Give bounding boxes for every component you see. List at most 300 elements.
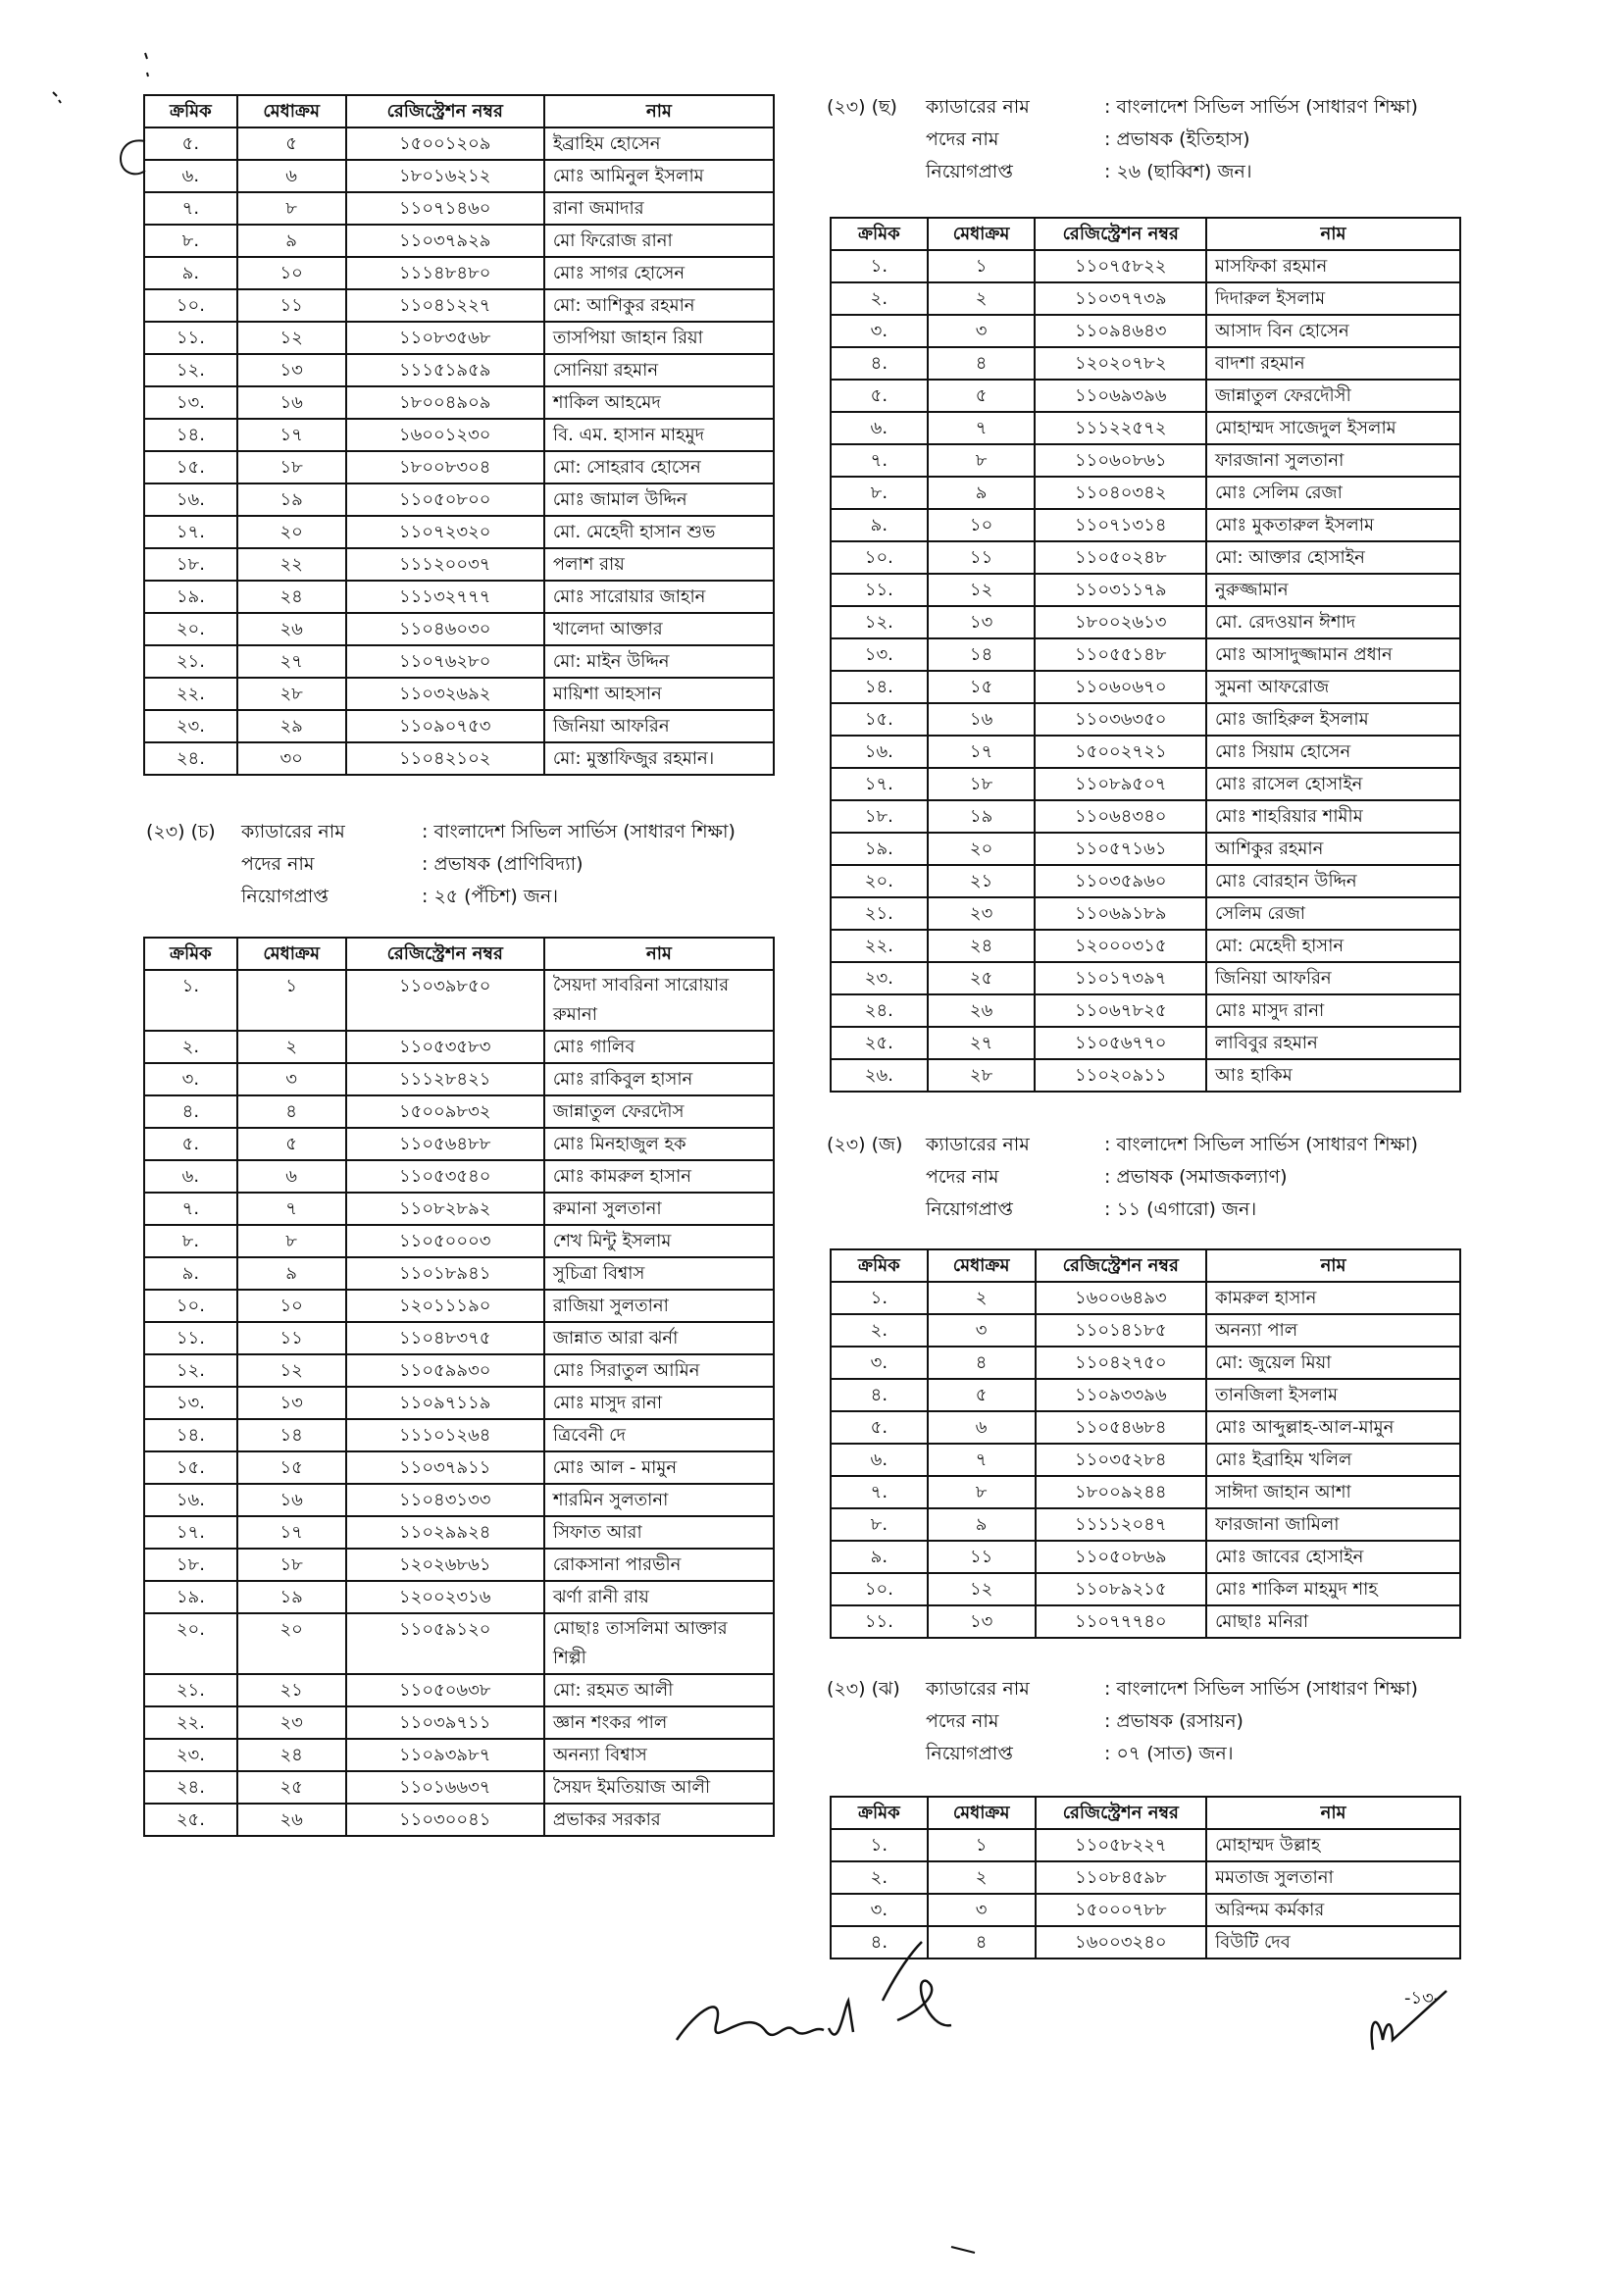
merit-cell: ৭ (928, 412, 1036, 444)
serial-cell: ২৪. (144, 742, 237, 775)
merit-cell: ২ (237, 1031, 346, 1063)
registration-cell: ১১০৫০০০৩ (346, 1225, 544, 1257)
bottom-mark (949, 2244, 979, 2256)
name-cell: মোহাম্মদ উল্লাহ (1206, 1829, 1460, 1861)
header-name: নাম (544, 95, 774, 127)
table-section-j (830, 1248, 1461, 1639)
name-cell: মো: আশিকুর রহমান (544, 289, 774, 322)
table-row (831, 1541, 1460, 1573)
appointed-value: : ০৭ (সাত) জন। (1104, 1743, 1234, 1764)
serial-cell: ১৫. (831, 703, 928, 736)
table-row (831, 574, 1460, 606)
merit-cell: ১১ (237, 289, 346, 322)
name-cell: শেখ মিন্টু ইসলাম (544, 1225, 774, 1257)
table-row (144, 516, 774, 548)
serial-cell: ৫. (144, 1128, 237, 1160)
serial-cell: ২০. (831, 865, 928, 897)
post-label: পদের নাম (926, 1710, 999, 1732)
appointed-label: নিয়োগপ্রাপ্ত (241, 886, 329, 907)
table-row (144, 192, 774, 225)
table-row (831, 833, 1460, 865)
serial-cell: ২০. (144, 1613, 237, 1674)
table-row (144, 581, 774, 613)
header-merit: মেধাক্রম (237, 95, 346, 127)
merit-cell: ২১ (928, 865, 1036, 897)
merit-cell: ১১ (237, 1322, 346, 1354)
table-row (144, 1063, 774, 1095)
name-cell: অরিন্দম কর্মকার (1206, 1894, 1460, 1926)
table-row (144, 127, 774, 160)
post-value: : প্রভাষক (ইতিহাস) (1104, 128, 1250, 150)
table-row (831, 736, 1460, 768)
table-row (831, 509, 1460, 541)
cadre-value: : বাংলাদেশ সিভিল সার্ভিস (সাধারণ শিক্ষা) (1104, 1678, 1418, 1700)
merit-cell: ২৬ (237, 1804, 346, 1836)
registration-cell: ১৫০০০৭৮৮ (1036, 1894, 1207, 1926)
serial-cell: ২. (831, 282, 928, 315)
section-number: (২৩) (চ) (146, 821, 216, 842)
name-cell: অনন্যা বিশ্বাস (544, 1739, 774, 1771)
serial-cell: ১৮. (831, 800, 928, 833)
name-cell: মোঃ সারোয়ার জাহান (544, 581, 774, 613)
name-cell: মো: রহমত আলী (544, 1674, 774, 1706)
registration-cell: ১১০২০৯১১ (1035, 1059, 1206, 1092)
registration-cell: ১১০৬৭৮২৫ (1035, 994, 1206, 1027)
name-cell: রোকসানা পারভীন (544, 1549, 774, 1581)
serial-cell: ১৭. (831, 768, 928, 800)
serial-cell: ১৪. (831, 671, 928, 703)
serial-cell: ১৯. (831, 833, 928, 865)
merit-cell: ৭ (928, 1444, 1036, 1476)
header-registration: রেজিস্ট্রেশন নম্বর (346, 95, 544, 127)
serial-cell: ৪. (144, 1095, 237, 1128)
serial-cell: ১১. (831, 1605, 928, 1638)
merit-cell: ৯ (928, 1508, 1036, 1541)
merit-cell: ৩ (928, 315, 1036, 347)
serial-cell: ১৬. (144, 1484, 237, 1516)
merit-cell: ২৩ (928, 897, 1036, 930)
table-row (144, 1257, 774, 1290)
table-header-row (144, 938, 774, 970)
merit-cell: ১৬ (928, 703, 1036, 736)
name-cell: তাসপিয়া জাহান রিয়া (544, 322, 774, 354)
merit-cell: ১২ (928, 1573, 1036, 1605)
name-cell: মোঃ মিনহাজুল হক (544, 1128, 774, 1160)
post-label: পদের নাম (926, 128, 999, 150)
name-cell: মোঃ মুকতারুল ইসলাম (1206, 509, 1460, 541)
page-number: -১৩- (1404, 1988, 1441, 2009)
table-row (831, 897, 1460, 930)
header-registration: রেজিস্ট্রেশন নম্বর (346, 938, 544, 970)
registration-cell: ১১১২০০৩৭ (346, 548, 544, 581)
serial-cell: ১৬. (831, 736, 928, 768)
name-cell: খালেদা আক্তার (544, 613, 774, 645)
merit-cell: ১৩ (237, 354, 346, 386)
name-cell: বাদশা রহমান (1206, 347, 1460, 380)
name-cell: মোঃ শাহরিয়ার শামীম (1206, 800, 1460, 833)
serial-cell: ১৯. (144, 581, 237, 613)
merit-cell: ১৮ (237, 451, 346, 483)
table-row (831, 1573, 1460, 1605)
merit-cell: ২৬ (237, 613, 346, 645)
name-cell: রাজিয়া সুলতানা (544, 1290, 774, 1322)
serial-cell: ২১. (144, 1674, 237, 1706)
appointed-value: : ২৫ (পঁচিশ) জন। (422, 886, 558, 907)
registration-cell: ১২০২০৭৮২ (1035, 347, 1206, 380)
registration-cell: ১১০৫৯৯৩০ (346, 1354, 544, 1387)
serial-cell: ৪. (831, 1379, 928, 1411)
registration-cell: ১১১৪৮৪৮০ (346, 257, 544, 289)
registration-cell: ১১০৩৫২৮৪ (1036, 1444, 1207, 1476)
registration-cell: ১১০৫০৬৩৮ (346, 1674, 544, 1706)
name-cell: বিউটি দেব (1206, 1926, 1460, 1958)
header-serial: ক্রমিক (831, 1797, 928, 1829)
serial-cell: ৪. (831, 1926, 928, 1958)
merit-cell: ৩ (928, 1314, 1036, 1347)
name-cell: মো ফিরোজ রানা (544, 225, 774, 257)
merit-cell: ২২ (237, 548, 346, 581)
table-header-row (831, 218, 1460, 250)
merit-cell: ১৯ (928, 800, 1036, 833)
name-cell: সেলিম রেজা (1206, 897, 1460, 930)
post-value: : প্রভাষক (প্রাণিবিদ্যা) (422, 853, 584, 875)
registration-cell: ১১১২২৫৭২ (1035, 412, 1206, 444)
table-row (144, 322, 774, 354)
serial-cell: ১২. (144, 1354, 237, 1387)
serial-cell: ৩. (831, 1894, 928, 1926)
name-cell: সুমনা আফরোজ (1206, 671, 1460, 703)
post-value: : প্রভাষক (সমাজকল্যাণ) (1104, 1166, 1288, 1188)
table-row (144, 1674, 774, 1706)
section-number: (২৩) (ঝ) (827, 1678, 900, 1700)
registration-cell: ১১০৫৯১২০ (346, 1613, 544, 1674)
name-cell: শাকিল আহমেদ (544, 386, 774, 419)
name-cell: মোঃ কামরুল হাসান (544, 1160, 774, 1193)
registration-cell: ১১০৭২৩২০ (346, 516, 544, 548)
merit-cell: ১৮ (237, 1549, 346, 1581)
serial-cell: ৭. (831, 1476, 928, 1508)
table-row (144, 1706, 774, 1739)
cadre-label: ক্যাডারের নাম (926, 1678, 1030, 1700)
name-cell: মোঃ সিরাতুল আমিন (544, 1354, 774, 1387)
cadre-label: ক্যাডারের নাম (926, 96, 1030, 118)
table-row (831, 412, 1460, 444)
name-cell: সাঈদা জাহান আশা (1206, 1476, 1460, 1508)
table-row (831, 1347, 1460, 1379)
table-row (831, 1444, 1460, 1476)
table-row (831, 606, 1460, 638)
section-header-jh (827, 1673, 1474, 1771)
serial-cell: ১৪. (144, 1419, 237, 1451)
serial-cell: ১৯. (144, 1581, 237, 1613)
serial-cell: ৬. (144, 160, 237, 192)
merit-cell: ১ (928, 250, 1036, 282)
registration-cell: ১১০৮৯৫০৭ (1035, 768, 1206, 800)
merit-cell: ৬ (237, 160, 346, 192)
table-row (831, 703, 1460, 736)
registration-cell: ১৮০১৬২১২ (346, 160, 544, 192)
serial-cell: ২৩. (831, 962, 928, 994)
serial-cell: ৭. (144, 192, 237, 225)
merit-cell: ২ (928, 282, 1036, 315)
registration-cell: ১১০৫৪৬৮৪ (1036, 1411, 1207, 1444)
header-merit: মেধাক্রম (928, 218, 1036, 250)
registration-cell: ১২০০২৩১৬ (346, 1581, 544, 1613)
table-row (831, 541, 1460, 574)
name-cell: মোঃ ইব্রাহিম খলিল (1206, 1444, 1460, 1476)
merit-cell: ১৭ (237, 419, 346, 451)
merit-cell: ৩ (928, 1894, 1036, 1926)
cadre-value: : বাংলাদেশ সিভিল সার্ভিস (সাধারণ শিক্ষা) (1104, 1134, 1418, 1155)
serial-cell: ৯. (144, 257, 237, 289)
serial-cell: ২২. (144, 678, 237, 710)
table-row (831, 250, 1460, 282)
table-row (144, 225, 774, 257)
serial-cell: ২৫. (144, 1804, 237, 1836)
serial-cell: ২৩. (144, 1739, 237, 1771)
serial-cell: ১০. (144, 1290, 237, 1322)
table-row (831, 994, 1460, 1027)
merit-cell: ১৩ (237, 1387, 346, 1419)
name-cell: মো. মেহেদী হাসান শুভ (544, 516, 774, 548)
merit-cell: ৬ (928, 1411, 1036, 1444)
table-row (831, 282, 1460, 315)
table-row (144, 1160, 774, 1193)
registration-cell: ১১০৫৫১৪৮ (1035, 638, 1206, 671)
header-merit: মেধাক্রম (928, 1797, 1036, 1829)
header-registration: রেজিস্ট্রেশন নম্বর (1035, 218, 1206, 250)
table-row (831, 1605, 1460, 1638)
registration-cell: ১১০৮৪৫৯৮ (1036, 1861, 1207, 1894)
name-cell: ত্রিবেনী দে (544, 1419, 774, 1451)
name-cell: প্রভাকর সরকার (544, 1804, 774, 1836)
name-cell: মোছাঃ তাসলিমা আক্তার শিল্পী (544, 1613, 774, 1674)
merit-cell: ২৪ (928, 930, 1036, 962)
merit-cell: ৫ (237, 1128, 346, 1160)
name-cell: মোঃ আব্দুল্লাহ-আল-মামুন (1206, 1411, 1460, 1444)
merit-cell: ২৪ (237, 581, 346, 613)
serial-cell: ৮. (144, 225, 237, 257)
registration-cell: ১১০৪৩১৩৩ (346, 1484, 544, 1516)
table-row (144, 645, 774, 678)
table-row (831, 638, 1460, 671)
registration-cell: ১১০৭১৩১৪ (1035, 509, 1206, 541)
merit-cell: ৪ (928, 1347, 1036, 1379)
name-cell: মোঃ সিয়াম হোসেন (1206, 736, 1460, 768)
table-row (144, 1095, 774, 1128)
serial-cell: ২৪. (144, 1771, 237, 1804)
table-row (144, 1225, 774, 1257)
name-cell: আসাদ বিন হোসেন (1206, 315, 1460, 347)
registration-cell: ১১০৬০৮৬১ (1035, 444, 1206, 477)
header-serial: ক্রমিক (831, 1249, 928, 1282)
table-row (144, 1516, 774, 1549)
header-merit: মেধাক্রম (928, 1249, 1036, 1282)
merit-cell: ১৩ (928, 1605, 1036, 1638)
name-cell: মোঃ আমিনুল ইসলাম (544, 160, 774, 192)
section-number: (২৩) (জ) (827, 1134, 903, 1155)
name-cell: মো: মেহেদী হাসান (1206, 930, 1460, 962)
name-cell: মোঃ সেলিম রেজা (1206, 477, 1460, 509)
serial-cell: ৩. (831, 315, 928, 347)
post-label: পদের নাম (241, 853, 315, 875)
merit-cell: ৮ (237, 192, 346, 225)
appointed-label: নিয়োগপ্রাপ্ত (926, 161, 1013, 182)
serial-cell: ১. (831, 1282, 928, 1314)
registration-cell: ১১০৪৮৩৭৫ (346, 1322, 544, 1354)
registration-cell: ১১০৫০৮০০ (346, 483, 544, 516)
table-row (144, 1354, 774, 1387)
serial-cell: ১২. (144, 354, 237, 386)
merit-cell: ২০ (237, 1613, 346, 1674)
table-row (144, 710, 774, 742)
name-cell: মো: সোহরাব হোসেন (544, 451, 774, 483)
registration-cell: ১১০৯৪৬৪৩ (1035, 315, 1206, 347)
merit-cell: ১৬ (237, 386, 346, 419)
table-row (831, 477, 1460, 509)
serial-cell: ৯. (144, 1257, 237, 1290)
registration-cell: ১১০৬৯১৮৯ (1035, 897, 1206, 930)
merit-cell: ১৭ (928, 736, 1036, 768)
registration-cell: ১১০৫৩৫৪০ (346, 1160, 544, 1193)
registration-cell: ১৮০০৮৩০৪ (346, 451, 544, 483)
merit-cell: ১ (928, 1829, 1036, 1861)
table-row (831, 1476, 1460, 1508)
registration-cell: ১১১৩২৭৭৭ (346, 581, 544, 613)
name-cell: সুচিত্রা বিশ্বাস (544, 1257, 774, 1290)
registration-cell: ১১০৭৫৮২২ (1035, 250, 1206, 282)
merit-cell: ৫ (928, 1379, 1036, 1411)
name-cell: মো: জুয়েল মিয়া (1206, 1347, 1460, 1379)
registration-cell: ১১০৬০৬৭০ (1035, 671, 1206, 703)
serial-cell: ১৮. (144, 548, 237, 581)
merit-cell: ১৫ (237, 1451, 346, 1484)
table-section-ch (143, 937, 775, 1837)
registration-cell: ১১০৫৩৫৮৩ (346, 1031, 544, 1063)
name-cell: মোঃ রাসেল হোসাইন (1206, 768, 1460, 800)
signature-left (657, 1932, 1000, 2079)
registration-cell: ১১০৬৯৩৯৬ (1035, 380, 1206, 412)
table-row (144, 1290, 774, 1322)
name-cell: মায়িশা আহসান (544, 678, 774, 710)
serial-cell: ২. (144, 1031, 237, 1063)
name-cell: মো: মুস্তাফিজুর রহমান। (544, 742, 774, 775)
name-cell: জ্ঞান শংকর পাল (544, 1706, 774, 1739)
margin-circle-mark (116, 135, 155, 180)
name-cell: মো: মাইন উদ্দিন (544, 645, 774, 678)
merit-cell: ৩০ (237, 742, 346, 775)
table-row (144, 1031, 774, 1063)
serial-cell: ১১. (144, 1322, 237, 1354)
registration-cell: ১১০৮৩৫৬৮ (346, 322, 544, 354)
merit-cell: ২৭ (928, 1027, 1036, 1059)
merit-cell: ২০ (237, 516, 346, 548)
registration-cell: ১১০৫৬৭৭০ (1035, 1027, 1206, 1059)
header-registration: রেজিস্ট্রেশন নম্বর (1036, 1797, 1207, 1829)
table-row (144, 386, 774, 419)
header-name: নাম (1206, 1797, 1460, 1829)
registration-cell: ১১০৩১১৭৯ (1035, 574, 1206, 606)
name-cell: জান্নাতুল ফেরদৌস (544, 1095, 774, 1128)
header-name: নাম (544, 938, 774, 970)
registration-cell: ১১০৯০৭৫৩ (346, 710, 544, 742)
serial-cell: ২৩. (144, 710, 237, 742)
registration-cell: ১৬০০৬৪৯৩ (1036, 1282, 1207, 1314)
name-cell: জিনিয়া আফরিন (1206, 962, 1460, 994)
serial-cell: ৭. (831, 444, 928, 477)
serial-cell: ২১. (831, 897, 928, 930)
registration-cell: ১১০৪২১০২ (346, 742, 544, 775)
merit-cell: ১২ (928, 574, 1036, 606)
serial-cell: ৫. (831, 380, 928, 412)
merit-cell: ৫ (237, 127, 346, 160)
post-value: : প্রভাষক (রসায়ন) (1104, 1710, 1243, 1732)
merit-cell: ২৫ (928, 962, 1036, 994)
table-row (144, 1549, 774, 1581)
registration-cell: ১১০৩২৬৯২ (346, 678, 544, 710)
section-header-chh (827, 91, 1474, 189)
name-cell: মোঃ সাগর হোসেন (544, 257, 774, 289)
registration-cell: ১১০৭৭৭৪০ (1036, 1605, 1207, 1638)
serial-cell: ১. (831, 1829, 928, 1861)
merit-cell: ১৬ (237, 1484, 346, 1516)
appointed-value: : ২৬ (ছাব্বিশ) জন। (1104, 161, 1252, 182)
table-row (831, 1829, 1460, 1861)
serial-cell: ৮. (831, 1508, 928, 1541)
table-row (831, 930, 1460, 962)
serial-cell: ১৪. (144, 419, 237, 451)
table-row (831, 671, 1460, 703)
merit-cell: ১৭ (237, 1516, 346, 1549)
table-top-left (143, 94, 775, 776)
name-cell: তানজিলা ইসলাম (1206, 1379, 1460, 1411)
table-row (831, 865, 1460, 897)
serial-cell: ২৫. (831, 1027, 928, 1059)
registration-cell: ১৬০০৩২৪০ (1036, 1926, 1207, 1958)
merit-cell: ৭ (237, 1193, 346, 1225)
registration-cell: ১৫০০২৭২১ (1035, 736, 1206, 768)
registration-cell: ১১০৩৭৭৩৯ (1035, 282, 1206, 315)
table-row (144, 257, 774, 289)
merit-cell: ২ (928, 1282, 1036, 1314)
registration-cell: ১৮০০২৬১৩ (1035, 606, 1206, 638)
merit-cell: ২৪ (237, 1739, 346, 1771)
merit-cell: ৮ (928, 1476, 1036, 1508)
table-section-chh (830, 217, 1461, 1093)
table-row (144, 419, 774, 451)
serial-cell: ৬. (144, 1160, 237, 1193)
registration-cell: ১১০৫৮২২৭ (1036, 1829, 1207, 1861)
table-row (831, 1314, 1460, 1347)
name-cell: ইব্রাহিম হোসেন (544, 127, 774, 160)
registration-cell: ১৬০০১২৩০ (346, 419, 544, 451)
merit-cell: ১২ (237, 322, 346, 354)
table-header-row (144, 95, 774, 127)
header-name: নাম (1206, 218, 1460, 250)
merit-cell: ১ (237, 970, 346, 1031)
name-cell: মোঃ জাহিরুল ইসলাম (1206, 703, 1460, 736)
name-cell: মোঃ জামাল উদ্দিন (544, 483, 774, 516)
serial-cell: ১০. (144, 289, 237, 322)
merit-cell: ১৪ (237, 1419, 346, 1451)
registration-cell: ১৫০০১২০৯ (346, 127, 544, 160)
serial-cell: ৭. (144, 1193, 237, 1225)
margin-tick-marks (39, 49, 157, 108)
header-merit: মেধাক্রম (237, 938, 346, 970)
registration-cell: ১১০৮৯২১৫ (1036, 1573, 1207, 1605)
table-row (144, 1771, 774, 1804)
table-row (831, 1411, 1460, 1444)
